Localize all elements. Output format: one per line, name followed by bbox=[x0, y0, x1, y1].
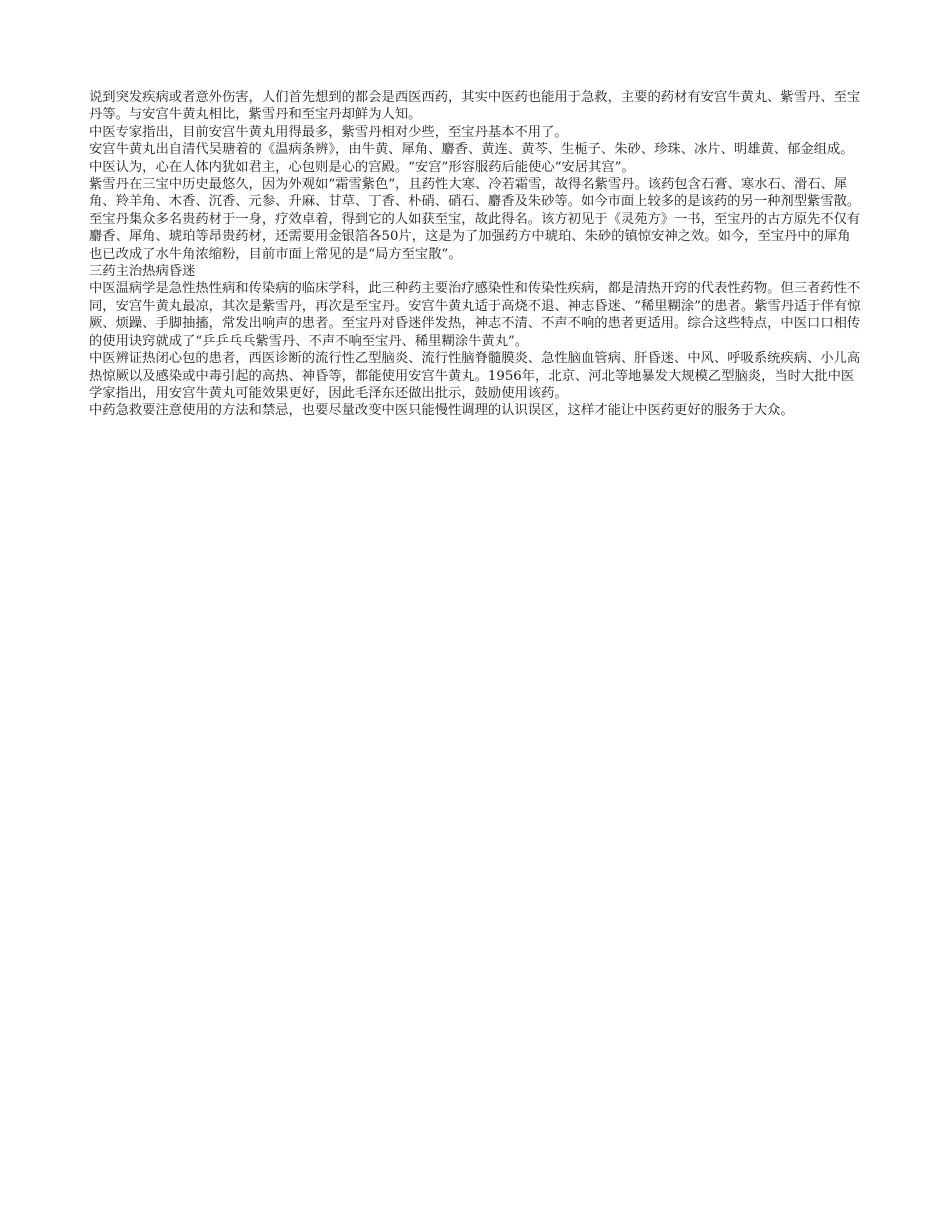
paragraph-intro: 说到突发疾病或者意外伤害，人们首先想到的都会是西医西药，其实中医药也能用于急救，主要的药材有安宫牛黄丸、紫雪丹、至宝丹等。与安宫牛黄丸相比，紫雪丹和至宝丹却鲜为人知。 bbox=[89, 90, 861, 123]
paragraph-zixuedan: 紫雪丹在三宝中历史最悠久，因为外观如“霜雪紫色”，且药性大寒、冷若霜雪，故得名紫雪丹。该药包含石膏、寒水石、滑石、犀角、羚羊角、木香、沉香、元参、升麻、甘草、丁香、朴硝、硝石、麝香及朱砂等。如今市面上较多的是该药的另一种剂型紫雪散。 bbox=[89, 177, 861, 210]
paragraph-comparison: 中医温病学是急性热性病和传染病的临床学科，此三种药主要治疗感染性和传染性疾病，都是清热开窍的代表性药物。但三者药性不同，安宫牛黄丸最凉，其次是紫雪丹，再次是至宝丹。安宫牛黄丸适于高烧不退、神志昏迷、“稀里糊涂”的患者。紫雪丹适于伴有惊厥、烦躁、手脚抽搐，常发出响声的患者。至宝丹对昏迷伴发热，神志不清、不声不响的患者更适用。综合这些特点，中医口口相传的使用诀窍就成了“乒乒乓乓紫雪丹、不声不响至宝丹、稀里糊涂牛黄丸”。 bbox=[89, 281, 861, 349]
paragraph-angong-niuhuang: 安宫牛黄丸出自清代吴瑭着的《温病条辨》，由牛黄、犀角、麝香、黄连、黄芩、生栀子、朱砂、珍珠、冰片、明雄黄、郁金组成。中医认为，心在人体内犹如君主，心包则是心的宫殿。“安宫”形容服药后能使心“安居其宫”。 bbox=[89, 142, 854, 175]
paragraph-expert-opinion: 中医专家指出，目前安宫牛黄丸用得最多，紫雪丹相对少些，至宝丹基本不用了。 bbox=[89, 124, 568, 140]
section-heading: 三药主治热病昏迷 bbox=[89, 264, 196, 280]
paragraph-conclusion: 中药急救要注意使用的方法和禁忌，也要尽量改变中医只能慢性调理的认识误区，这样才能让中医药更好的服务于大众。 bbox=[89, 403, 794, 419]
paragraph-zhibaodan: 至宝丹集众多名贵药材于一身，疗效卓着，得到它的人如获至宝，故此得名。该方初见于《灵苑方》一书，至宝丹的古方原先不仅有麝香、犀角、琥珀等昂贵药材，还需要用金银箔各50片，这是为了加强药方中琥珀、朱砂的镇惊安神之效。如今，至宝丹中的犀角也已改成了水牛角浓缩粉，目前市面上常见的是“局方至宝散”。 bbox=[89, 211, 861, 262]
paragraph-usage: 中医辨证热闭心包的患者，西医诊断的流行性乙型脑炎、流行性脑脊髓膜炎、急性脑血管病、肝昏迷、中风、呼吸系统疾病、小儿高热惊厥以及感染或中毒引起的高热、神昏等，都能使用安宫牛黄丸。1956年，北京、河北等地暴发大规模乙型脑炎，当时大批中医学家指出，用安宫牛黄丸可能效果更好，因此毛泽东还做出批示，鼓励使用该药。 bbox=[89, 351, 861, 401]
document-body bbox=[89, 89, 861, 420]
